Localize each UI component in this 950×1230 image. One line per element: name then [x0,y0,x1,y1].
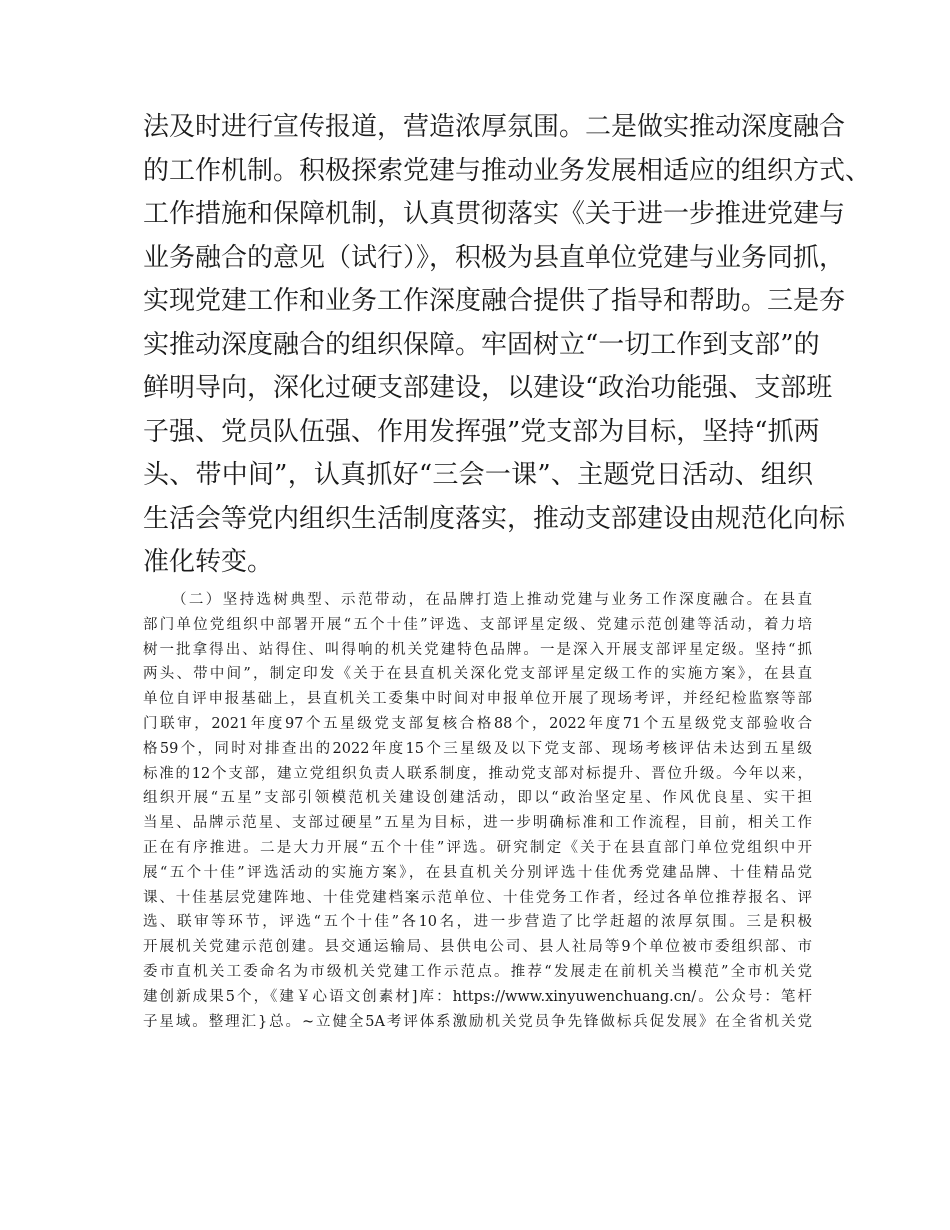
paragraph-line: 业务融合的意见（试行）》，积极为县直单位党建与业务同抓， [143,242,846,273]
paragraph-line: 委市直机关工委命名为市级机关党建工作示范点。推荐“发展走在前机关当模范”全市机关党 [143,963,812,980]
paragraph-line: 部门单位党组织中部署开展“五个十佳”评选、支部评星定级、党建示范创建等活动，着力培 [143,616,812,633]
paragraph-line: 子星域。整理汇}总。~立健全5A考评体系激励机关党员争先锋做标兵促发展》在全省机关党 [143,1013,812,1030]
paragraph-line: 组织开展“五星”支部引领模范机关建设创建活动，即以“政治坚定星、作风优良星、实干担 [143,790,812,807]
paragraph-line: 的工作机制。积极探索党建与推动业务发展相适应的组织方式、 [143,155,872,186]
paragraph-line: 两头、带中间”，制定印发《关于在县直机关深化党支部评星定级工作的实施方案》，在县直 [143,666,812,683]
paragraph-line: 头、带中间”，认真抓好“三会一课”、主题党日活动、组织 [143,460,813,490]
paragraph-line: 法及时进行宣传报道，营造浓厚氛围。二是做实推动深度融合 [143,112,846,142]
paragraph-line: 生活会等党内组织生活制度落实，推动支部建设由规范化向标 [143,503,846,534]
paragraph-line: 树一批拿得出、站得住、叫得响的机关党建特色品牌。一是深入开展支部评星定级。坚持“抓 [143,641,812,658]
paragraph-line: 鲜明导向，深化过硬支部建设，以建设“政治功能强、支部班 [143,373,833,403]
paragraph-line: 实推动深度融合的组织保障。牢固树立“一切工作到支部”的 [143,329,820,360]
section-heading-line: （二）坚持选树典型、示范带动，在品牌打造上推动党建与业务工作深度融合。在县直 [172,592,812,608]
paragraph-line: 门联审，2021年度97个五星级党支部复核合格88个，2022年度71个五星级党支部验收合 [143,715,812,732]
paragraph-line: 建创新成果5个，《建￥心语文创素材]库：https://www.xinyuwenchuang.cn/。公众号：笔杆 [143,988,812,1005]
paragraph-line: 当星、品牌示范星、支部过硬星”五星为目标，进一步明确标准和工作流程，目前，相关工作 [143,815,812,832]
paragraph-line: 格59个，同时对排查出的2022年度15个三星级及以下党支部、现场考核评估未达到五星级 [143,740,812,757]
paragraph-line: 子强、党员队伍强、作用发挥强”党支部为目标，坚持“抓两 [143,416,820,447]
paragraph-line: 准化转变。 [143,547,274,577]
paragraph-line: 选、联审等环节，评选“五个十佳”各10名，进一步营造了比学赶超的浓厚氛围。三是积极 [143,914,812,931]
paragraph-line: 正在有序推进。二是大力开展“五个十佳”评选。研究制定《关于在县直部门单位党组织中开 [143,839,812,856]
paragraph-line: 工作措施和保障机制，认真贯彻落实《关于进一步推进党建与 [143,199,846,229]
paragraph-line: 课、十佳基层党建阵地、十佳党建档案示范单位、十佳党务工作者，经过各单位推荐报名、评 [143,889,812,906]
paragraph-line: 展“五个十佳”评选活动的实施方案》，在县直机关分别评选十佳优秀党建品牌、十佳精品党 [143,864,812,881]
paragraph-line: 实现党建工作和业务工作深度融合提供了指导和帮助。三是夯 [143,286,846,316]
paragraph-line: 开展机关党建示范创建。县交通运输局、县供电公司、县人社局等9个单位被市委组织部、市 [143,939,812,956]
large-text-section [143,106,872,585]
paragraph-line: 单位自评申报基础上，县直机关工委集中时间对申报单位开展了现场考评，并经纪检监察等部 [143,691,812,708]
paragraph-line: 标准的12个支部，建立党组织负责人联系制度，推动党支部对标提升、晋位升级。今年以来， [143,765,812,782]
small-text-section [143,588,812,1034]
